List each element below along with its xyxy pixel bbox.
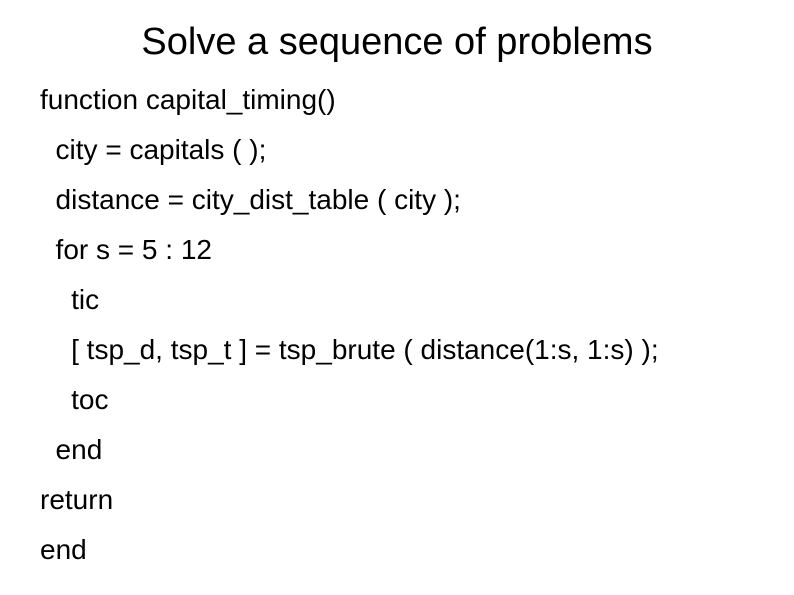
code-line: toc — [40, 384, 109, 415]
code-line: city = capitals ( ); — [40, 134, 267, 165]
code-line: distance = city_dist_table ( city ); — [40, 184, 461, 215]
code-line: return — [40, 484, 114, 515]
code-line: for s = 5 : 12 — [40, 234, 212, 265]
code-block — [40, 78, 659, 578]
code-line: tic — [40, 284, 100, 315]
slide-title: Solve a sequence of problems — [141, 21, 653, 63]
code-line: function capital_timing() — [40, 84, 336, 115]
code-line: [ tsp_d, tsp_t ] = tsp_brute ( distance(1:s, 1:s) ); — [40, 334, 659, 365]
code-line: end — [40, 434, 103, 465]
code-line: end — [40, 534, 87, 565]
